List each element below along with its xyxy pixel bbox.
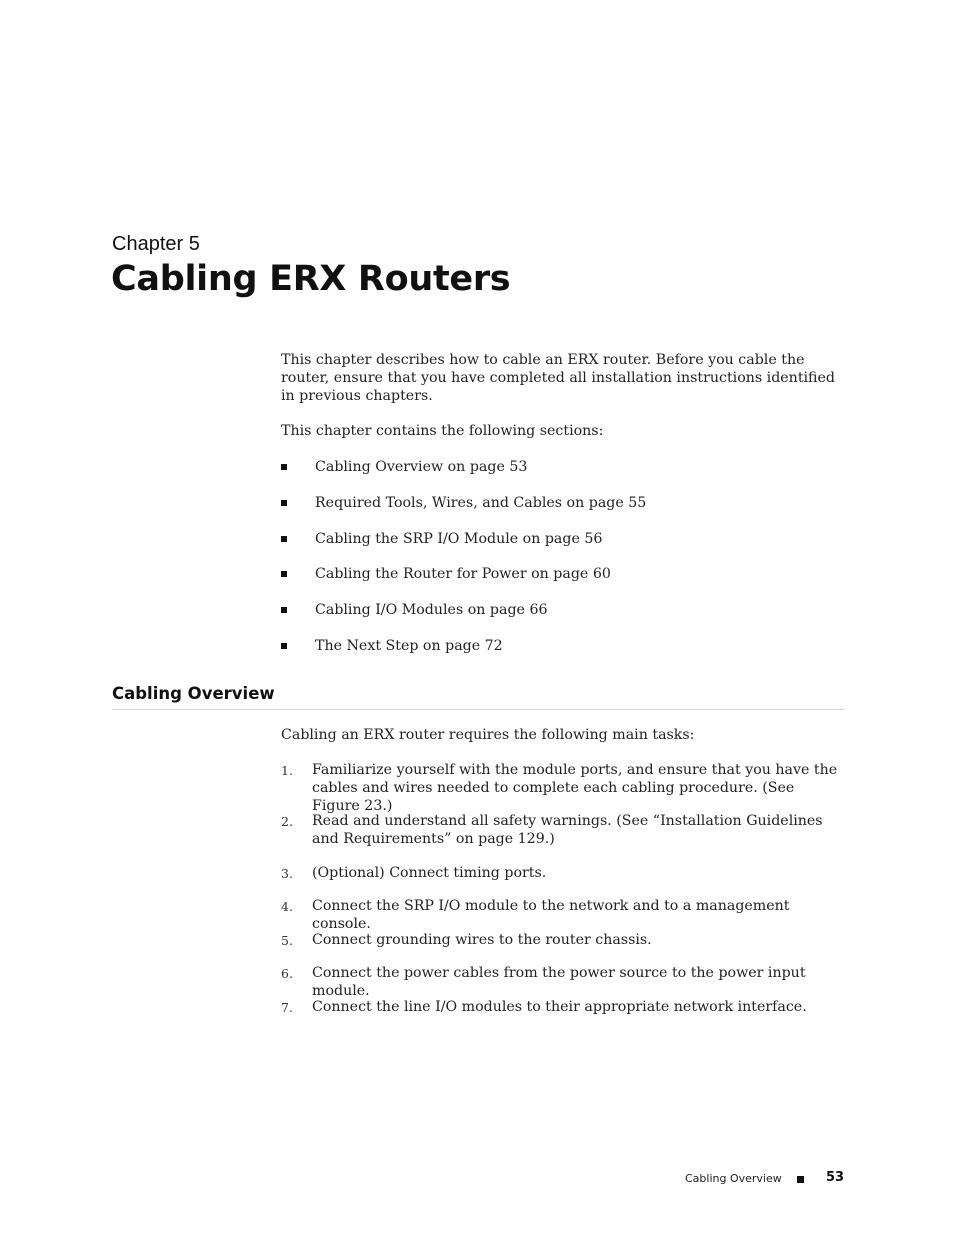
list-item xyxy=(281,494,846,512)
bullet-icon xyxy=(281,536,287,542)
task-text: Read and understand all safety warnings. (See “Installation Guidelines and Requirements” on page 129.) xyxy=(312,813,823,847)
section-link[interactable]: Cabling I/O Modules on page 66 xyxy=(315,602,548,619)
task-number: 7. xyxy=(281,1000,293,1015)
task-number: 5. xyxy=(281,933,293,948)
task-text: Connect the SRP I/O module to the network and to a management console. xyxy=(312,898,790,932)
task-item xyxy=(281,998,846,1016)
task-text: Connect the line I/O modules to their appropriate network interface. xyxy=(312,999,807,1015)
list-item xyxy=(281,458,846,476)
sections-lead: This chapter contains the following sections: xyxy=(281,423,604,439)
list-item xyxy=(281,601,846,619)
task-text: Familiarize yourself with the module ports, and ensure that you have the cables and wires needed to complete each cabling procedure. (See Figure 23.) xyxy=(312,762,838,814)
task-number: 1. xyxy=(281,763,293,778)
list-item xyxy=(281,565,846,583)
footer-section-title: Cabling Overview xyxy=(685,1172,782,1185)
chapter-title: Cabling ERX Routers xyxy=(111,259,511,299)
section-link[interactable]: Required Tools, Wires, and Cables on page 55 xyxy=(315,494,647,511)
tasks-lead: Cabling an ERX router requires the following main tasks: xyxy=(281,727,695,743)
intro-paragraph: This chapter describes how to cable an ERX router. Before you cable the router, ensure that you have completed all installation instructions identified in previous chapters. xyxy=(281,352,835,404)
bullet-icon xyxy=(281,500,287,506)
task-text: Connect grounding wires to the router chassis. xyxy=(312,932,652,948)
task-item xyxy=(281,931,846,949)
bullet-icon xyxy=(281,607,287,613)
section-list xyxy=(281,458,846,673)
task-item xyxy=(281,761,846,815)
task-item xyxy=(281,897,846,933)
footer-bullet-icon xyxy=(797,1176,804,1183)
section-link[interactable]: The Next Step on page 72 xyxy=(315,637,503,654)
task-item xyxy=(281,864,846,882)
section-link[interactable]: Cabling the SRP I/O Module on page 56 xyxy=(315,530,603,547)
task-number: 4. xyxy=(281,899,293,914)
chapter-label: Chapter 5 xyxy=(112,233,200,255)
task-text: Connect the power cables from the power source to the power input module. xyxy=(312,965,806,999)
bullet-icon xyxy=(281,571,287,577)
task-number: 3. xyxy=(281,866,293,881)
bullet-icon xyxy=(281,464,287,470)
list-item xyxy=(281,530,846,548)
section-heading: Cabling Overview xyxy=(112,684,275,703)
task-item xyxy=(281,812,846,848)
page-number: 53 xyxy=(826,1170,845,1185)
task-item xyxy=(281,964,846,1000)
section-divider xyxy=(112,709,845,710)
task-text: (Optional) Connect timing ports. xyxy=(312,865,547,881)
bullet-icon xyxy=(281,643,287,649)
section-link[interactable]: Cabling Overview on page 53 xyxy=(315,459,528,475)
task-number: 6. xyxy=(281,966,293,981)
task-number: 2. xyxy=(281,814,293,829)
section-link[interactable]: Cabling the Router for Power on page 60 xyxy=(315,566,611,583)
list-item xyxy=(281,637,846,655)
